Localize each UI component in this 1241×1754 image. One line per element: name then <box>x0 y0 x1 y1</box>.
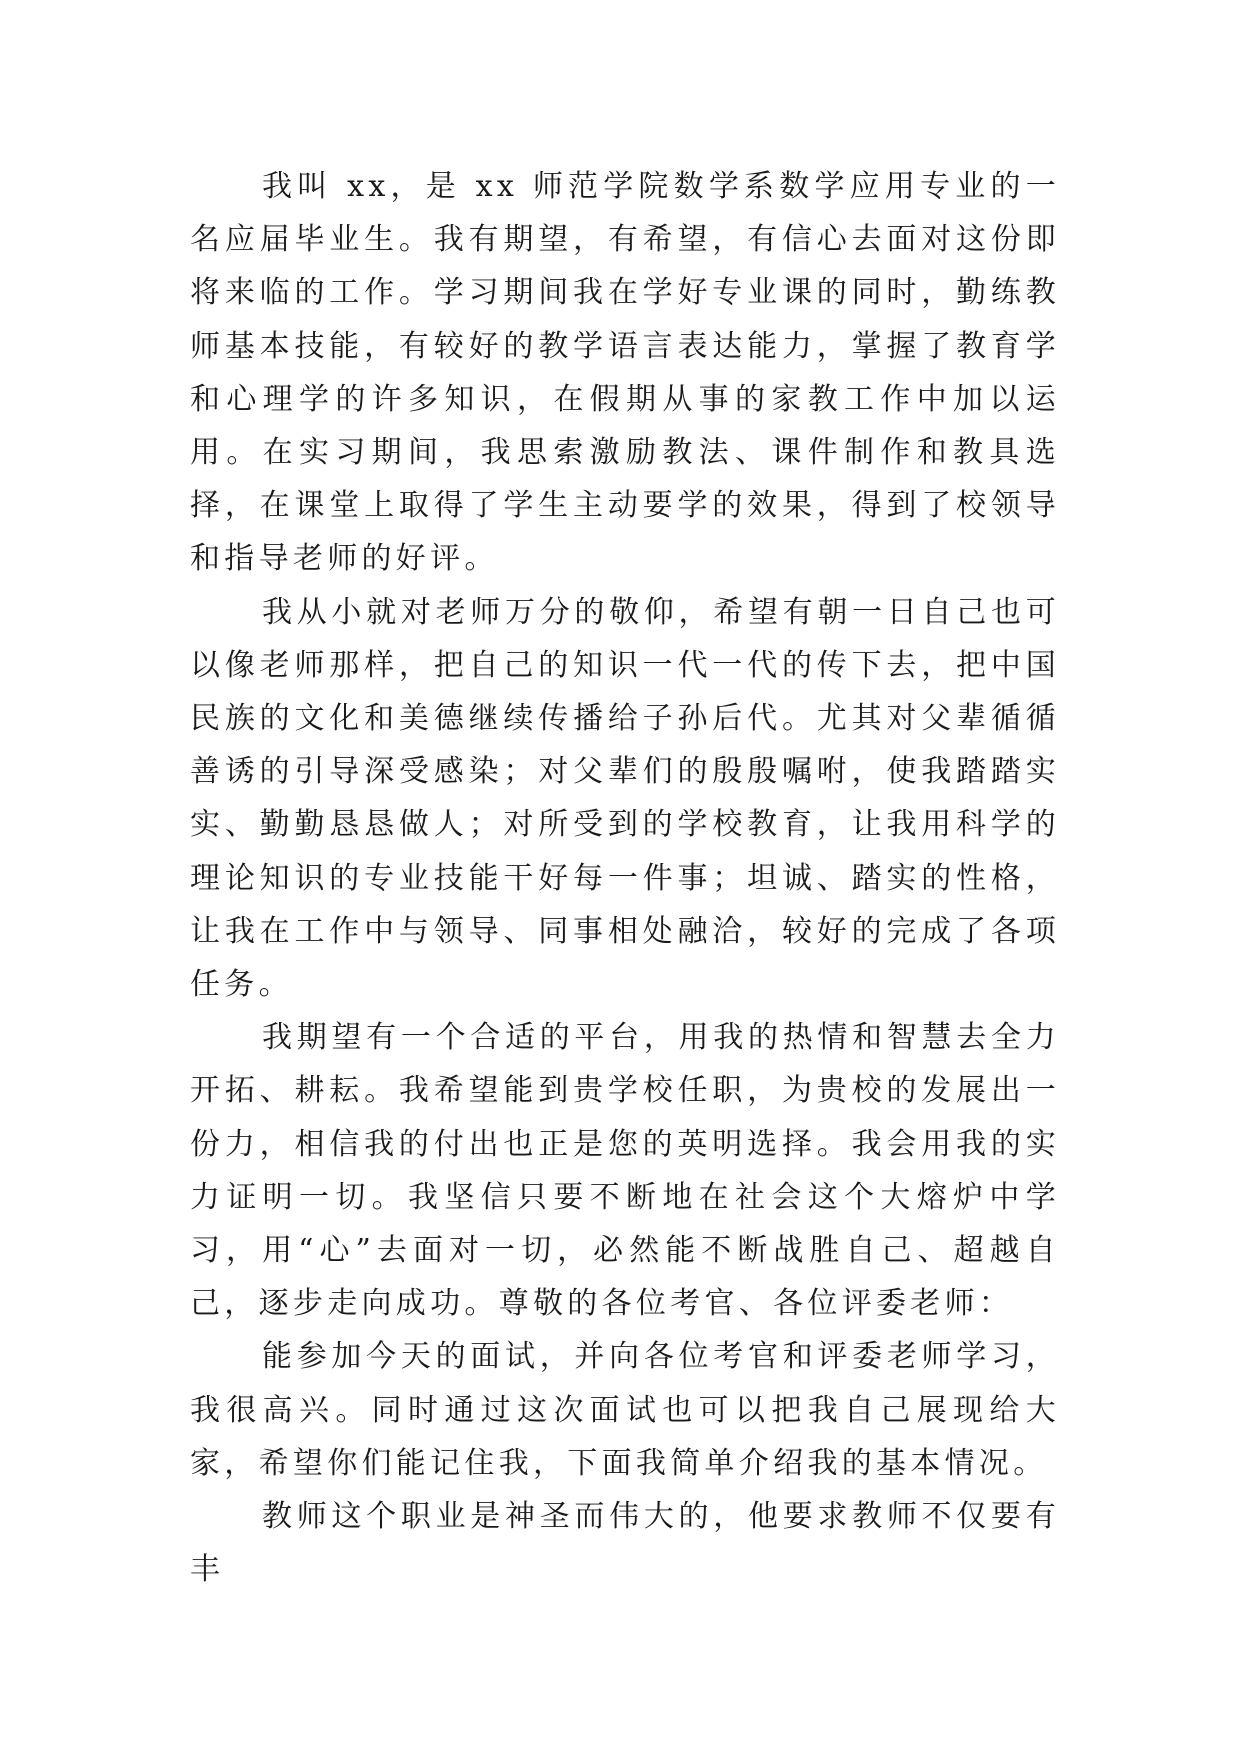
paragraph-admiration-for-teachers: 我从小就对老师万分的敬仰，希望有朝一日自己也可以像老师那样，把自己的知识一代一代的传下去，把中国民族的文化和美德继续传播给子孙后代。尤其对父辈循循善诱的引导深受感染；对父辈们的殷殷嘱咐，使我踏踏实实、勤勤恳恳做人；对所受到的学校教育，让我用科学的理论知识的专业技能干好每一件事；坦诚、踏实的性格，让我在工作中与领导、同事相处融洽，较好的完成了各项任务。 <box>190 594 1060 1003</box>
paragraph-self-introduction: 我叫 xx，是 xx 师范学院数学系数学应用专业的一名应届毕业生。我有期望，有希望，有信心去面对这份即将来临的工作。学习期间我在学好专业课的同时，勤练教师基本技能，有较好的教学语言表达能力，掌握了教育学和心理学的许多知识，在假期从事的家教工作中加以运用。在实习期间，我思索激励教法、课件制作和教具选择，在课堂上取得了学生主动要学的效果，得到了校领导和指导老师的好评。 <box>190 169 1060 577</box>
document-body <box>190 160 1060 1596</box>
paragraph-interview-opening: 能参加今天的面试，并向各位考官和评委老师学习，我很高兴。同时通过这次面试也可以把我自己展现给大家，希望你们能记住我，下面我简单介绍我的基本情况。 <box>190 1339 1060 1481</box>
paragraph-teaching-profession: 教师这个职业是神圣而伟大的，他要求教师不仅要有丰 <box>190 1499 1060 1588</box>
paragraph-career-hopes: 我期望有一个合适的平台，用我的热情和智慧去全力开拓、耕耘。我希望能到贵学校任职，为贵校的发展出一份力，相信我的付出也正是您的英明选择。我会用我的实力证明一切。我坚信只要不断地在社会这个大熔炉中学习，用“心”去面对一切，必然能不断战胜自己、超越自己，逐步走向成功。尊敬的各位考官、各位评委老师： <box>190 1020 1060 1322</box>
